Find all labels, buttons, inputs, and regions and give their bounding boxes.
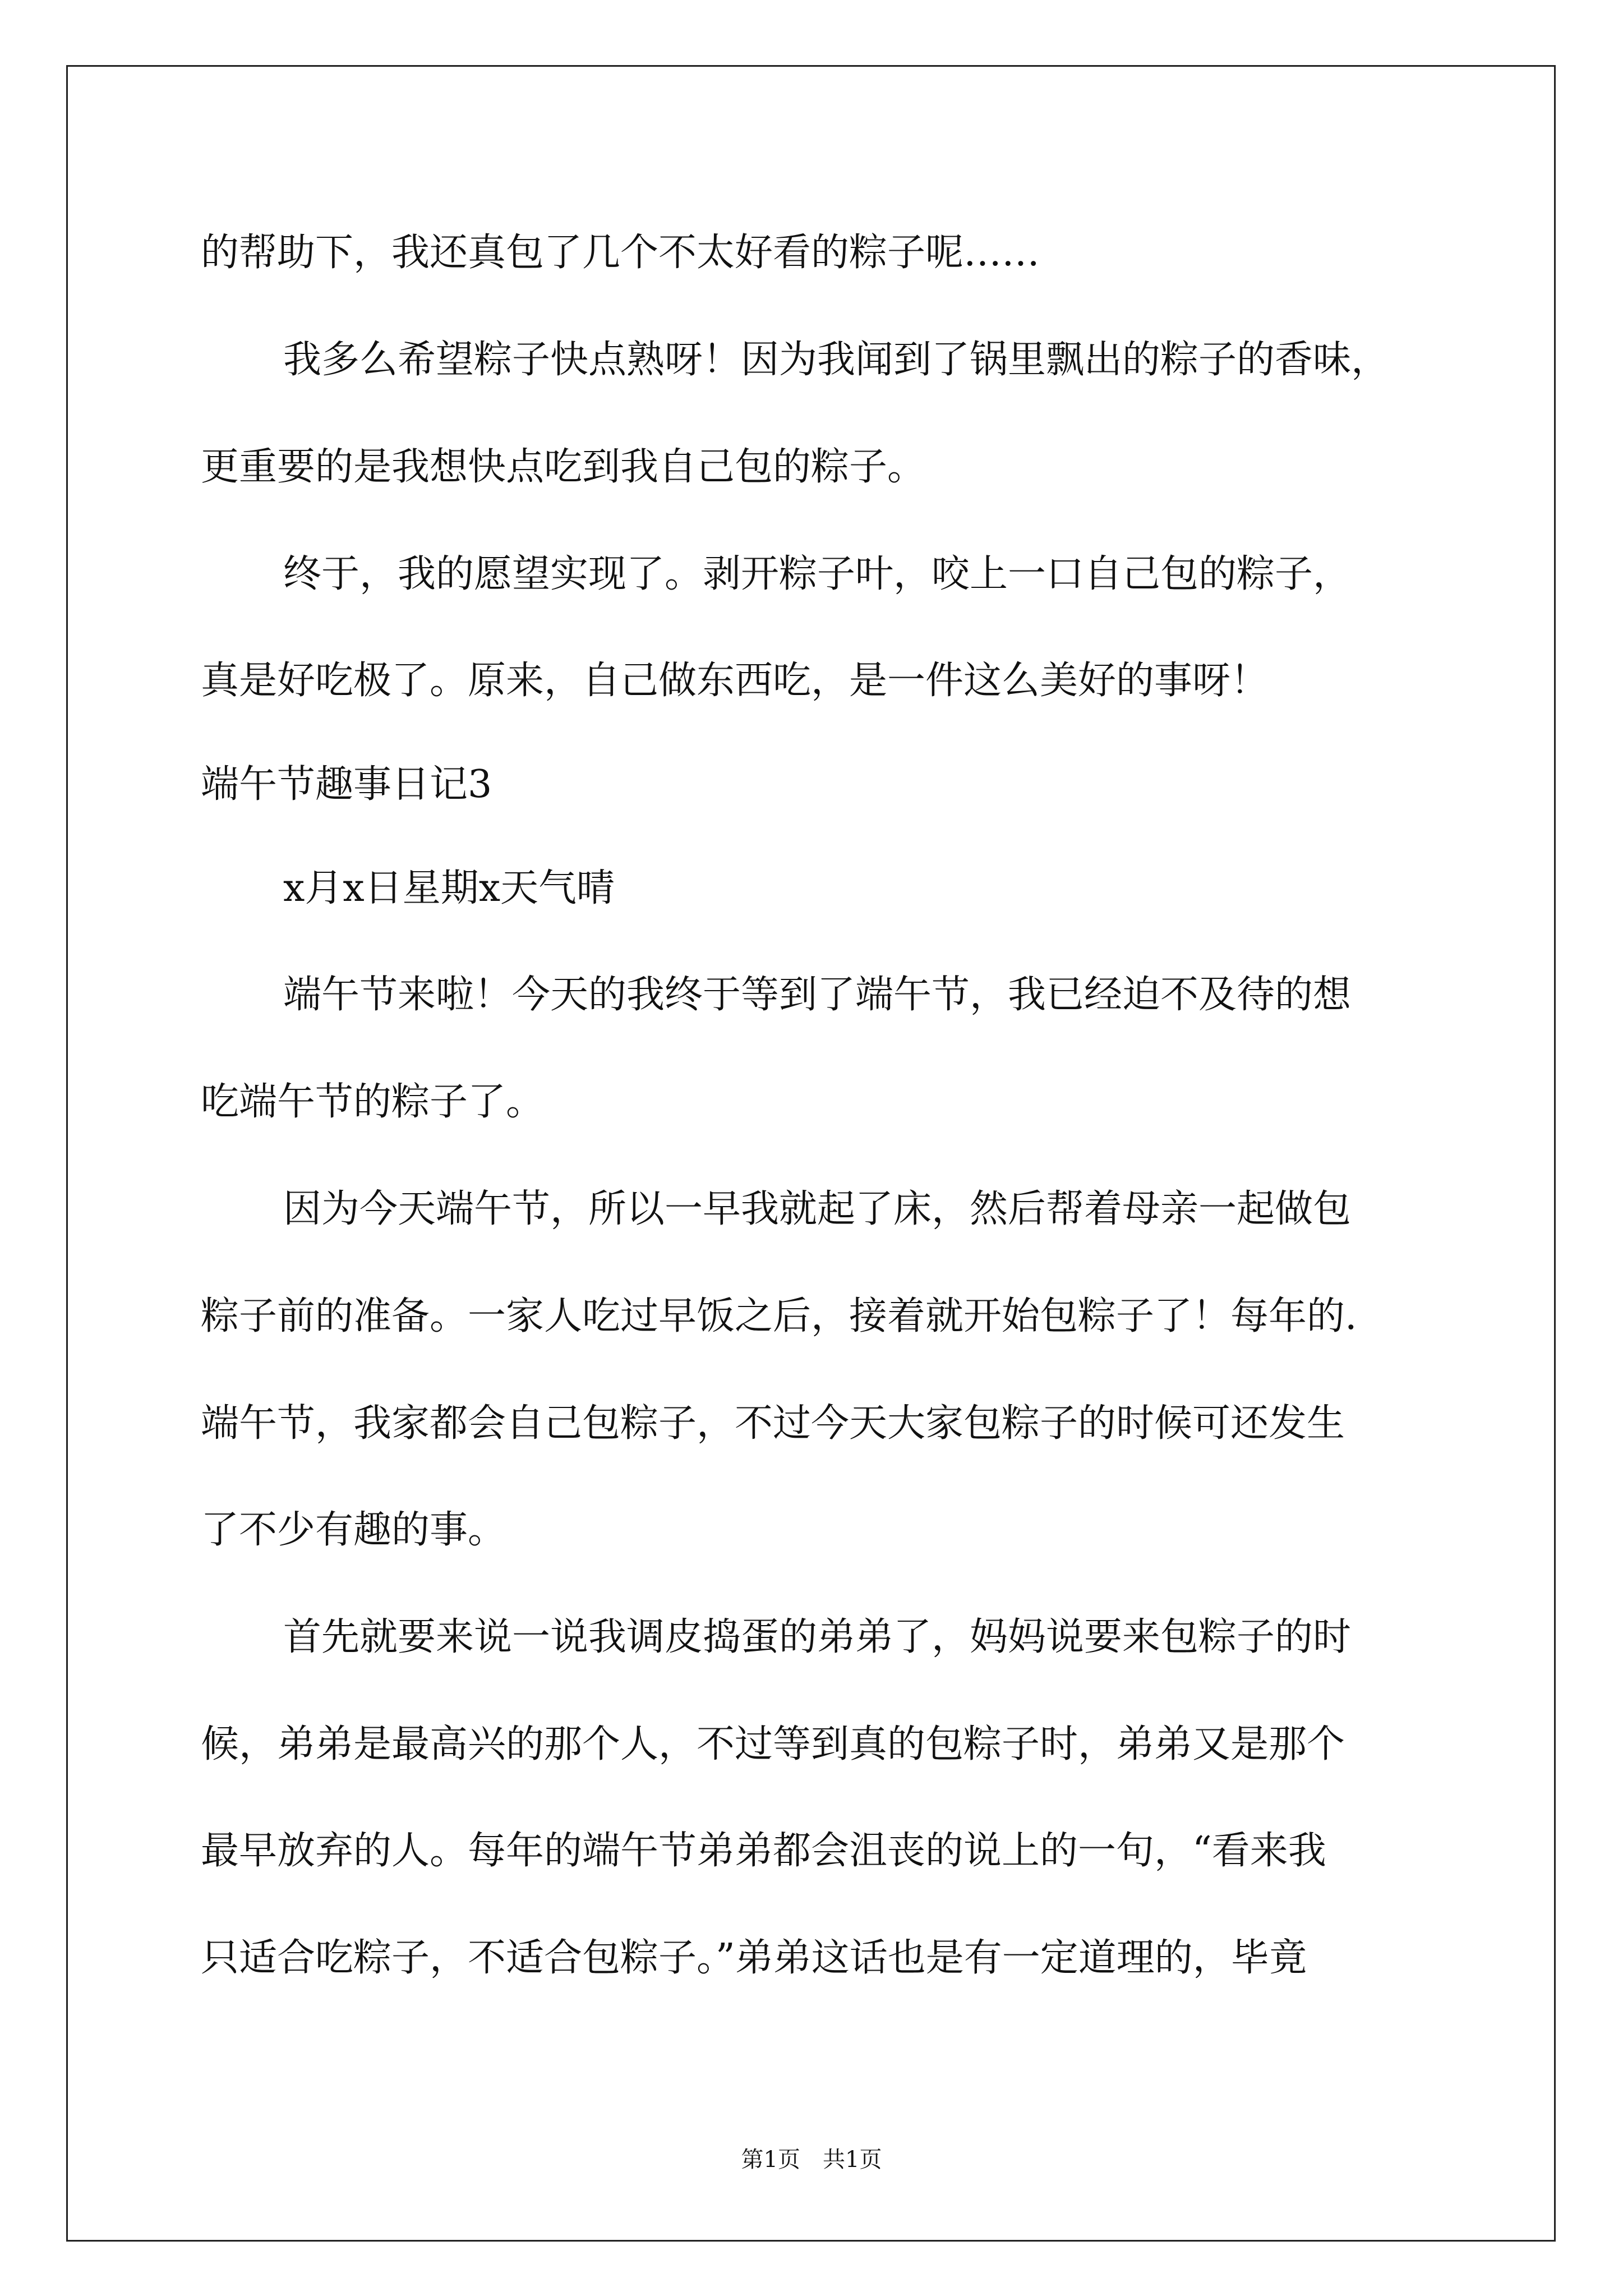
diary-date-line: x月x日星期x天气晴 [283,866,615,910]
paragraph-line: 端午节，我家都会自己包粽子，不过今天大家包粽子的时候可还发生 [201,1401,1345,1446]
paragraph-line: 粽子前的准备。一家人吃过早饭之后，接着就开始包粽子了！每年的. [201,1294,1357,1338]
paragraph-line: 终于，我的愿望实现了。剥开粽子叶，咬上一口自己包的粽子， [283,552,1352,596]
paragraph-line: 的帮助下，我还真包了几个不太好看的粽子呢…… [201,231,1040,275]
paragraph-line: 因为今天端午节，所以一早我就起了床，然后帮着母亲一起做包 [283,1187,1352,1231]
paragraph-line: 端午节来啦！今天的我终于等到了端午节，我已经迫不及待的想 [283,973,1352,1017]
paragraph-line: 候，弟弟是最高兴的那个人，不过等到真的包粽子时，弟弟又是那个 [201,1722,1345,1766]
page-number-footer: 第1页 共1页 [741,2147,882,2173]
paragraph-line: 更重要的是我想快点吃到我自己包的粽子。 [201,445,926,489]
paragraph-line: 首先就要来说一说我调皮捣蛋的弟弟了，妈妈说要来包粽子的时 [283,1615,1352,1659]
paragraph-line: 真是好吃极了。原来，自己做东西吃，是一件这么美好的事呀！ [201,659,1269,703]
paragraph-line: 我多么希望粽子快点熟呀！因为我闻到了锅里飘出的粽子的香味， [283,338,1390,382]
paragraph-line: 吃端午节的粽子了。 [201,1080,545,1124]
section-heading: 端午节趣事日记3 [201,762,492,807]
paragraph-line: 只适合吃粽子，不适合包粽子。”弟弟这话也是有一定道理的，毕竟 [201,1936,1307,1980]
page-border [66,65,1556,2242]
paragraph-line: 最早放弃的人。每年的端午节弟弟都会沮丧的说上的一句，“看来我 [201,1829,1326,1873]
paragraph-line: 了不少有趣的事。 [201,1508,506,1552]
